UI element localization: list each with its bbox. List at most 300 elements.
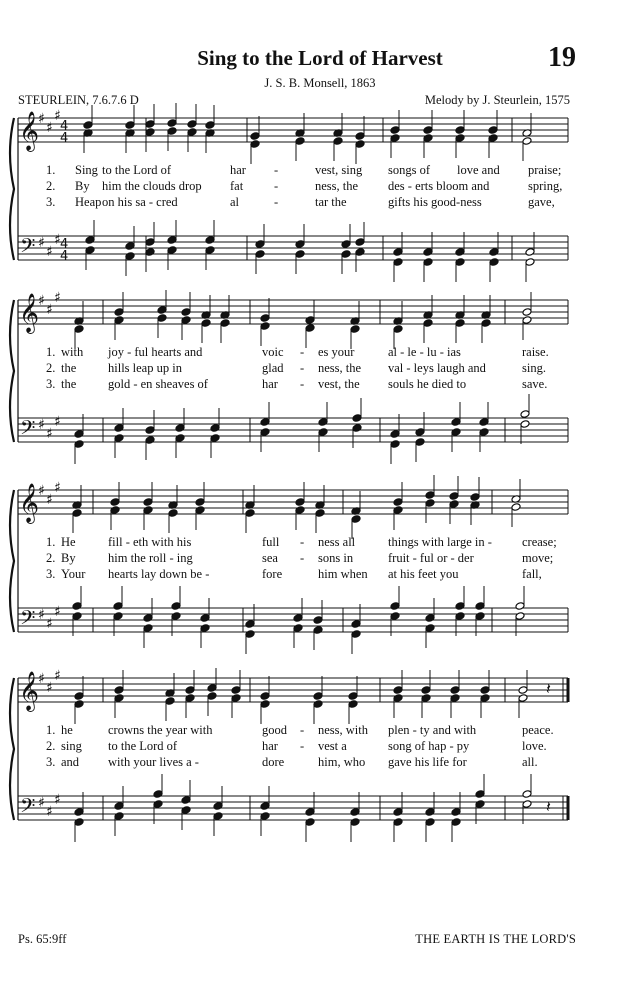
lyric-syllable: al - le - lu - ias [388, 345, 461, 359]
tenor-note [293, 598, 303, 622]
melody-note [449, 476, 459, 500]
melody-note [421, 670, 431, 694]
melody-note [205, 105, 215, 129]
lyric-syllable: fill - eth with his [108, 535, 192, 549]
melody-note [195, 482, 205, 506]
alto-note [250, 140, 260, 164]
lyric-syllable: - [274, 179, 279, 193]
lyric-syllable: al [230, 195, 240, 209]
melody-note [423, 110, 433, 134]
tenor-note [181, 780, 191, 804]
bass-note [423, 258, 433, 282]
lyric-syllable: fall, [522, 567, 542, 581]
system-brace [10, 678, 14, 820]
tenor-note [210, 408, 220, 432]
alto-note [165, 697, 175, 721]
alto-note [157, 314, 167, 338]
lyric-syllable: gave, [528, 195, 555, 209]
bass-note [489, 258, 499, 282]
lyric-syllable: - [300, 535, 305, 549]
tenor-note [355, 222, 365, 246]
bass-note [293, 624, 303, 648]
sharp-icon: ♯ [38, 671, 45, 687]
melody-note [114, 670, 124, 694]
verse-number: 2. [46, 361, 56, 375]
bass-note [451, 818, 461, 842]
tenor-note [145, 410, 155, 434]
treble-staff [18, 118, 568, 142]
tenor-note [125, 226, 135, 250]
melody-note [201, 295, 211, 319]
lyric-syllable: fat [230, 179, 244, 193]
melody-note [518, 670, 528, 694]
alto-note [220, 319, 230, 343]
melody-note [260, 676, 270, 700]
bass-note [318, 428, 328, 452]
system-brace [10, 490, 14, 632]
lyric-syllable: vest, sing [315, 163, 363, 177]
lyric-syllable: save. [522, 377, 548, 391]
bass-clef-icon: 𝄢 [20, 794, 36, 822]
lyric-syllable: - [300, 345, 305, 359]
melody-note [125, 105, 135, 129]
lyric-syllable: things with large in - [388, 535, 492, 549]
alto-note [488, 134, 498, 158]
lyric-syllable: with [61, 345, 84, 359]
lyric-syllable: Your [61, 567, 86, 581]
tenor-note [205, 220, 215, 244]
lyric-syllable: har [262, 739, 278, 753]
tenor-note [143, 598, 153, 622]
melody-note [480, 670, 490, 694]
lyric-syllable: - [300, 377, 305, 391]
lyric-syllable: all. [522, 755, 538, 769]
lyric-syllable: har [262, 377, 278, 391]
melody-note [157, 290, 167, 314]
lyric-syllable: hearts lay down be - [108, 567, 210, 581]
tenor-note [313, 600, 323, 624]
sharp-icon: ♯ [46, 616, 53, 632]
melody-note [455, 110, 465, 134]
treble-clef-icon: 𝄞 [19, 111, 40, 151]
bass-note [85, 246, 95, 270]
bass-note [145, 436, 155, 460]
bass-note [393, 258, 403, 282]
lyric-syllable: val - leys laugh and [388, 361, 486, 375]
melody-note [522, 292, 532, 316]
bass-note [213, 812, 223, 836]
melody-note [165, 673, 175, 697]
lyric-syllable: gifts his good-ness [388, 195, 482, 209]
sharp-icon: ♯ [38, 795, 45, 811]
alto-note [145, 128, 155, 152]
verse-number: 2. [46, 551, 56, 565]
lyric-syllable: - [300, 723, 305, 737]
lyric-syllable: him the roll - ing [108, 551, 193, 565]
lyric-syllable: fruit - ful or - der [388, 551, 474, 565]
bass-note [175, 434, 185, 458]
lyric-syllable: praise; [528, 163, 562, 177]
melody-note [393, 301, 403, 325]
bass-note [143, 624, 153, 648]
lyric-syllable: he [61, 723, 73, 737]
alto-note [295, 506, 305, 530]
treble-clef-icon: 𝄞 [19, 293, 40, 333]
lyric-syllable: to the Lord of [108, 739, 178, 753]
bass-note [114, 812, 124, 836]
bass-note [260, 812, 270, 836]
lyric-syllable: sea [262, 551, 278, 565]
tenor-note [153, 774, 163, 798]
alto-note [393, 694, 403, 718]
bass-staff [18, 608, 568, 632]
tenor-note [72, 586, 82, 610]
verse-number: 1. [46, 723, 56, 737]
lyric-syllable: him the clouds drop [102, 179, 202, 193]
lyric-syllable: peace. [522, 723, 554, 737]
melody-note [425, 475, 435, 499]
alto-note [455, 134, 465, 158]
verse-number: 1. [46, 535, 56, 549]
lyric-syllable: ness, the [318, 361, 362, 375]
verse-number: 3. [46, 377, 56, 391]
alto-note [455, 319, 465, 343]
bass-clef-icon: 𝄢 [20, 234, 36, 262]
rest-icon: 𝄽 [546, 679, 551, 698]
sharp-icon: ♯ [54, 668, 61, 684]
bass-note [341, 250, 351, 274]
melody-note [488, 110, 498, 134]
bass-note [390, 440, 400, 464]
alto-note [522, 137, 532, 161]
melody-note [207, 668, 217, 692]
tenor-note [352, 398, 362, 422]
system-brace [10, 300, 14, 442]
alto-note [295, 137, 305, 161]
lyric-syllable: ness, the [315, 179, 359, 193]
melody-note [393, 670, 403, 694]
alto-note [231, 694, 241, 718]
tenor-note [200, 598, 210, 622]
verse-number: 3. [46, 567, 56, 581]
bass-note [313, 626, 323, 650]
sharp-icon: ♯ [54, 232, 61, 248]
bass-clef-icon: 𝄢 [20, 606, 36, 634]
bass-note [393, 818, 403, 842]
melody-note [481, 295, 491, 319]
bass-note [451, 428, 461, 452]
tenor-note [260, 402, 270, 426]
bass-staff [18, 236, 568, 260]
tenor-note [390, 586, 400, 610]
lyric-syllable: good [262, 723, 287, 737]
sharp-icon: ♯ [54, 792, 61, 808]
tenor-note [475, 586, 485, 610]
alto-note [185, 694, 195, 718]
sharp-icon: ♯ [54, 414, 61, 430]
hymn-title: Sing to the Lord of Harvest [197, 46, 443, 70]
alto-note [305, 324, 315, 348]
lyric-syllable: - [274, 195, 279, 209]
lyric-syllable: move; [522, 551, 554, 565]
bass-note [425, 624, 435, 648]
tenor-note [520, 394, 530, 418]
alto-note [74, 700, 84, 724]
alto-note [522, 316, 532, 340]
verse-number: 1. [46, 345, 56, 359]
tenor-note [318, 402, 328, 426]
melody-note [74, 301, 84, 325]
sharp-icon: ♯ [46, 426, 53, 442]
alto-note [168, 509, 178, 533]
melody-note [72, 485, 82, 509]
bass-note [255, 250, 265, 274]
alto-note [72, 509, 82, 533]
sharp-icon: ♯ [46, 302, 53, 318]
lyric-syllable: joy - ful hearts and [108, 345, 203, 359]
treble-clef-icon: 𝄞 [19, 671, 40, 711]
bass-note [205, 246, 215, 270]
alto-note [114, 694, 124, 718]
alto-note [390, 134, 400, 158]
bass-note [479, 428, 489, 452]
melody-note [145, 104, 155, 128]
verse-number: 3. [46, 755, 56, 769]
alto-note [425, 499, 435, 523]
bass-note [350, 818, 360, 842]
alto-note [393, 506, 403, 530]
lyric-syllable: crease; [522, 535, 557, 549]
lyric-syllable: ness, with [318, 723, 368, 737]
lyric-syllable: songs of [388, 163, 431, 177]
alto-note [110, 506, 120, 530]
treble-clef-icon: 𝄞 [19, 483, 40, 523]
melody-note [143, 482, 153, 506]
alto-note [480, 694, 490, 718]
treble-staff [18, 490, 568, 514]
lyric-syllable: Sing [75, 163, 98, 177]
lyric-syllable: - [274, 163, 279, 177]
lyric-syllable: the [61, 361, 77, 375]
lyric-syllable: voic [262, 345, 284, 359]
lyric-syllable: song of hap - py [388, 739, 470, 753]
lyric-syllable: on his sa - cred [102, 195, 178, 209]
alto-note [481, 319, 491, 343]
alto-note [201, 319, 211, 343]
tenor-note [167, 220, 177, 244]
lyric-syllable: vest a [318, 739, 347, 753]
lyric-syllable: crowns the year with [108, 723, 213, 737]
sharp-icon: ♯ [46, 804, 53, 820]
alto-note [449, 500, 459, 524]
tenor-note [85, 220, 95, 244]
melody-note [231, 670, 241, 694]
melody-note [83, 105, 93, 129]
tenor-note [213, 786, 223, 810]
alto-note [518, 694, 528, 718]
lyric-syllable: full [262, 535, 280, 549]
lyric-syllable: He [61, 535, 76, 549]
melody-note [250, 116, 260, 140]
tenor-note [425, 598, 435, 622]
alto-note [125, 129, 135, 153]
alto-note [348, 700, 358, 724]
bass-clef-icon: 𝄢 [20, 416, 36, 444]
bass-note [425, 818, 435, 842]
alto-note [333, 137, 343, 161]
system-brace [10, 118, 14, 260]
melody-note [350, 301, 360, 325]
melody-note [110, 482, 120, 506]
tenor-note [522, 774, 532, 798]
tenor-note [113, 586, 123, 610]
rest-icon: 𝄽 [546, 797, 551, 816]
lyric-syllable: gave his life for [388, 755, 467, 769]
time-signature-top: 4 [60, 237, 69, 252]
bass-note [210, 434, 220, 458]
lyric-syllable: dore [262, 755, 285, 769]
alto-note [167, 127, 177, 151]
bass-note [167, 246, 177, 270]
tenor-note [171, 586, 181, 610]
alto-note [470, 501, 480, 525]
sharp-icon: ♯ [46, 120, 53, 136]
lyric-syllable: Heap [75, 195, 102, 209]
bass-note [74, 440, 84, 464]
bass-note [525, 258, 535, 282]
alto-note [245, 509, 255, 533]
alto-note [83, 129, 93, 153]
melody-note [295, 113, 305, 137]
time-signature-top: 4 [60, 119, 69, 134]
time-signature-bottom: 4 [60, 249, 69, 264]
melody-note [168, 485, 178, 509]
lyric-syllable: raise. [522, 345, 549, 359]
bass-note [415, 438, 425, 462]
lyric-syllable: By [61, 551, 76, 565]
sharp-icon: ♯ [38, 483, 45, 499]
melody-note [470, 477, 480, 501]
alto-note [421, 694, 431, 718]
lyric-syllable: souls he died to [388, 377, 467, 391]
lyric-syllable: es your [318, 345, 355, 359]
sharp-icon: ♯ [54, 290, 61, 306]
melody-note [245, 485, 255, 509]
melody-note [348, 676, 358, 700]
lyric-syllable: glad [262, 361, 284, 375]
alto-note [260, 700, 270, 724]
verse-number: 3. [46, 195, 56, 209]
sharp-icon: ♯ [38, 417, 45, 433]
lyric-syllable: hills leap up in [108, 361, 182, 375]
alto-note [450, 694, 460, 718]
bass-note [181, 806, 191, 830]
tenor-note [479, 402, 489, 426]
melody-note [167, 103, 177, 127]
lyric-syllable: him, who [318, 755, 366, 769]
melody-note [355, 116, 365, 140]
bass-staff [18, 796, 568, 820]
lyric-syllable: sing [61, 739, 82, 753]
alto-note [423, 319, 433, 343]
bass-note [260, 428, 270, 452]
melody-note [181, 292, 191, 316]
scripture-reference: Ps. 65:9ff [18, 932, 67, 946]
melody-note [511, 479, 521, 503]
lyric-syllable: vest, the [318, 377, 360, 391]
section-heading: THE EARTH IS THE LORD'S [415, 932, 576, 946]
melody-note [74, 676, 84, 700]
tenor-note [260, 786, 270, 810]
lyric-syllable: By [75, 179, 90, 193]
melody-note [295, 482, 305, 506]
alto-note [181, 316, 191, 340]
bass-note [200, 624, 210, 648]
time-signature-bottom: 4 [60, 131, 69, 146]
lyric-syllable: spring, [528, 179, 563, 193]
lyric-syllable: - [300, 551, 305, 565]
melody-note [450, 670, 460, 694]
bass-note [74, 818, 84, 842]
sharp-icon: ♯ [38, 293, 45, 309]
sharp-icon: ♯ [54, 604, 61, 620]
bass-note [125, 252, 135, 276]
verse-number: 2. [46, 739, 56, 753]
melody-note [333, 113, 343, 137]
tenor-note [455, 586, 465, 610]
bass-note [520, 420, 530, 444]
bass-note [114, 434, 124, 458]
melody-note [455, 295, 465, 319]
verse-number: 1. [46, 163, 56, 177]
alto-note [260, 322, 270, 346]
sharp-icon: ♯ [38, 235, 45, 251]
lyric-syllable: fore [262, 567, 283, 581]
sharp-icon: ♯ [46, 492, 53, 508]
lyric-syllable: to the Lord of [102, 163, 172, 177]
lyric-syllable: at his feet you [388, 567, 459, 581]
melody-credit: Melody by J. Steurlein, 1575 [424, 93, 570, 107]
tenor-note [114, 408, 124, 432]
lyric-syllable: sons in [318, 551, 354, 565]
lyric-syllable: with your lives a - [108, 755, 199, 769]
alto-note [143, 506, 153, 530]
melody-note [114, 292, 124, 316]
lyric-syllable: the [61, 377, 77, 391]
sharp-icon: ♯ [38, 111, 45, 127]
lyric-syllable: ness all [318, 535, 356, 549]
lyric-syllable: des - erts bloom and [388, 179, 490, 193]
tenor-note [114, 786, 124, 810]
alto-note [195, 506, 205, 530]
melody-note [315, 485, 325, 509]
melody-note [393, 482, 403, 506]
tune-name: STEURLEIN, 7.6.7.6 D [18, 93, 139, 107]
sharp-icon: ♯ [46, 244, 53, 260]
lyric-syllable: sing. [522, 361, 546, 375]
lyric-syllable: him when [318, 567, 368, 581]
melody-note [185, 670, 195, 694]
alto-note [423, 134, 433, 158]
lyric-syllable: - [300, 739, 305, 753]
melody-note [220, 295, 230, 319]
alto-note [205, 129, 215, 153]
alto-note [511, 503, 521, 527]
melody-note [522, 113, 532, 137]
hymn-number: 19 [548, 42, 576, 73]
text-author: J. S. B. Monsell, 1863 [264, 76, 376, 90]
alto-note [207, 692, 217, 716]
